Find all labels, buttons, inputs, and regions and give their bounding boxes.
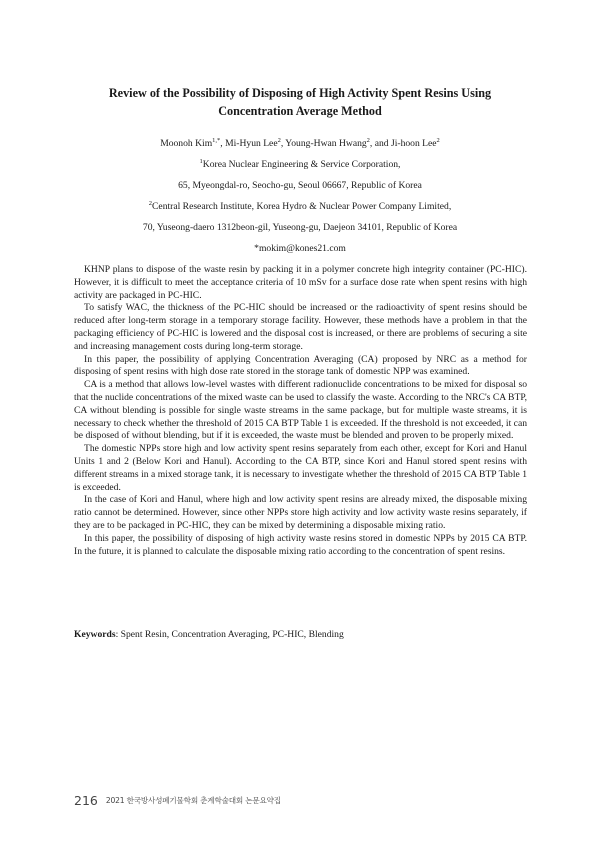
author-name: Young-Hwan Hwang bbox=[285, 138, 367, 149]
keywords-line bbox=[74, 628, 527, 641]
keywords-label: Keywords bbox=[74, 629, 116, 640]
affiliation-superscript: 2 bbox=[148, 200, 153, 207]
page-footer bbox=[74, 790, 281, 810]
affiliation-1-address: 65, Myeongdal-ro, Seocho-gu, Seoul 06667, Republic of Korea bbox=[178, 180, 422, 191]
abstract-paragraph: The domestic NPPs store high and low activity spent resins separately from each other, except for Kori and Hanul Units 1 and 2 (Below Kori and Hanul). According to the CA BTP, since Kori and Hanul stored spent resins with different streams in a mixed storage tank, it is necessary to investigate whether the threshold of 2015 CA BTP Table 1 is exceeded. bbox=[74, 443, 527, 493]
title-line-2: Concentration Average Method bbox=[218, 104, 382, 118]
author-superscript: 1,* bbox=[212, 137, 221, 144]
affiliation-2-address: 70, Yuseong-daero 1312beon-gil, Yuseong-gu, Daejeon 34101, Republic of Korea bbox=[142, 222, 458, 233]
abstract-paragraph: In this paper, the possibility of disposing of high activity waste resins stored in domestic NPPs by 2015 CA BTP. In the future, it is planned to calculate the disposable mixing ratio according to the concentration of spent resins. bbox=[74, 532, 527, 557]
affiliation-2-text: Central Research Institute, Korea Hydro & Nuclear Power Company Limited, bbox=[152, 201, 452, 212]
abstract-paragraph: CA is a method that allows low-level wastes with different radionuclide concentrations to be mixed for disposal so that the nuclide concentrations of the mixed waste can be used to classify the waste. According to the NRC's CA BTP, CA without blending is possible for single waste streams in the same package, but for multiple waste streams, it is necessary to check whether the threshold of 2015 CA BTP Table 1 is exceeded. If the threshold is not exceeded, it can be disposed of without blending, but if it is exceeded, the waste must be blended and proven to be properly mixed. bbox=[74, 379, 527, 442]
author-superscript: 2 bbox=[366, 137, 370, 144]
affiliation-1-text: Korea Nuclear Engineering & Service Corporation, bbox=[202, 159, 401, 170]
conference-name: 2021 한국방사성폐기물학회 춘계학술대회 논문요약집 bbox=[105, 796, 281, 805]
paper-title bbox=[80, 84, 520, 120]
author-superscript: 2 bbox=[277, 137, 281, 144]
title-line-1: Review of the Possibility of Disposing of High Activity Spent Resins Using bbox=[108, 86, 492, 100]
author-superscript: 2 bbox=[436, 137, 440, 144]
author-separator: , bbox=[280, 138, 286, 149]
affiliation-superscript: 1 bbox=[199, 158, 203, 165]
corresponding-email[interactable]: *mokim@kones21.com bbox=[254, 243, 346, 254]
keywords-text: : Spent Resin, Concentration Averaging, PC-HIC, Blending bbox=[115, 629, 344, 640]
abstract-paragraph: In the case of Kori and Hanul, where high and low activity spent resins are already mixed, the disposable mixing ratio cannot be determined. However, since other NPPs store high activity and low activity waste resins separately, if they are to be packaged in PC-HIC, they can be mixed by determining a disposable mixing ratio. bbox=[74, 494, 527, 531]
affiliation-2-name bbox=[60, 196, 540, 217]
author-separator: , bbox=[220, 138, 226, 149]
author-block bbox=[60, 133, 540, 259]
author-name: Ji-hoon Lee bbox=[390, 138, 437, 149]
affiliation-1-name bbox=[60, 154, 540, 175]
abstract-paragraph: To satisfy WAC, the thickness of the PC-HIC should be increased or the radioactivity of spent resins should be reduced after long-term storage in a temporary storage facility. However, these methods have a problem in that the packaging efficiency of PC-HIC is lowered and the disposal cost is increased, or there are problems of securing a site and increasing management costs during long-term storage. bbox=[74, 302, 527, 352]
author-separator: , and bbox=[369, 138, 391, 149]
abstract-paragraph: KHNP plans to dispose of the waste resin by packing it in a polymer concrete high integrity container (PC-HIC). However, it is difficult to meet the acceptance criteria of 10 mSv for a surface dose rate when spent resins with high activity are packaged in PC-HIC. bbox=[74, 264, 527, 301]
abstract-body bbox=[74, 264, 527, 558]
author-name: Moonoh Kim bbox=[160, 138, 213, 149]
abstract-paragraph: In this paper, the possibility of applying Concentration Averaging (CA) proposed by NRC as a method for disposing of spent resins with high dose rate stored in the storage tank of domestic NPP was examined. bbox=[74, 353, 527, 378]
author-name: Mi-Hyun Lee bbox=[225, 138, 278, 149]
page-number: 216 bbox=[74, 793, 98, 808]
author-list bbox=[60, 133, 540, 154]
